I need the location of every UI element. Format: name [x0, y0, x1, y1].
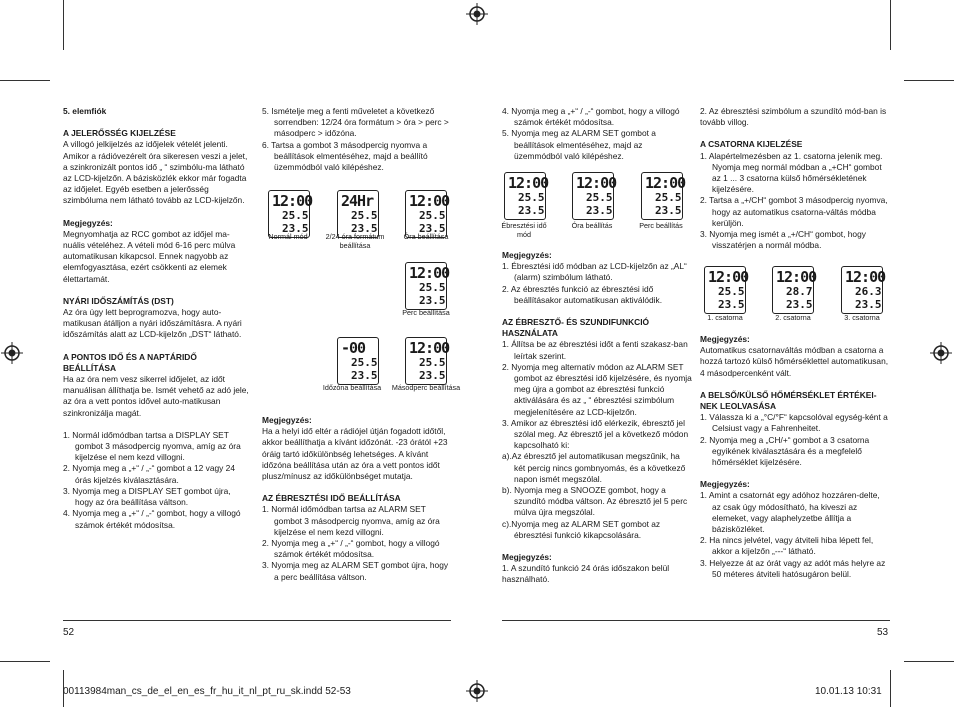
note-label: Megjegyzés:	[63, 217, 113, 228]
list-item: 3. Nyomja meg ismét a „+/CH“ gombot, hogy visszatérjen a normál módba.	[700, 229, 866, 251]
paragraph: Automatikus csatornaváltás módban a csatorna a hozzá tartozó külső hőmérséklettel automatikusan, 4 másodpercenként vált.	[700, 345, 889, 378]
lcd-temp: 23.5	[351, 369, 378, 382]
list-item: 1. Amint a csatornát egy adóhoz hozzáren-delte, az csak úgy módosítható, ha kiveszi az elemeket, vagy alaphelyzetbe állítja a bázisközléket.	[700, 490, 880, 535]
lcd-time: 12:00	[776, 268, 817, 286]
lcd-display	[704, 266, 749, 314]
heading-time-setting: A PONTOS IDŐ ÉS A NAPTÁRIDŐ BEÁLLÍTÁSA	[63, 351, 197, 373]
list-item: 2. Nyomja meg alternatív módon az ALARM SET gombot az ébresztési idő kijelzésére, és nyomja meg újra a gombot az ébresztési funkció aktiválására és az „ “ ébresztési szimbólum megjelenítésére az LCD-kijelzőn.	[502, 361, 692, 417]
figure-caption: Óra beállítása	[403, 232, 449, 241]
note-label: Megjegyzés:	[700, 334, 750, 344]
page-rule	[63, 620, 451, 621]
note-label: Megjegyzés:	[700, 479, 750, 490]
lcd-time: 12:00	[272, 192, 313, 210]
right-column-2	[700, 106, 890, 262]
heading-channel: A CSATORNA KIJELZÉSE	[700, 139, 803, 150]
paragraph: Ha a helyi idő eltér a rádiójel útján fogadott időtől, akkor beállíthatja a kívánt időzónát. -23 órától +23 óráig tartó időkülönbség lehetséges. A kívánt időzóna beállítása után az óra a vett pontos időt plusz/mínusz az időkülönbséget mutatja.	[262, 426, 448, 482]
heading-alarm-setting: AZ ÉBRESZTÉSI IDŐ BEÁLLÍTÁSA	[262, 493, 401, 504]
list-item: c).Nyomja meg az ALARM SET gombot az ébresztési funkció kikapcsolására.	[502, 518, 661, 540]
lcd-temp: 23.5	[419, 369, 446, 382]
lcd-temp: 25.5	[718, 285, 745, 298]
list-item: 6. Tartsa a gombot 3 másodpercig nyomva a beállítások elmentéséhez, majd a beállító üzemmódból való kilépéshez.	[262, 139, 428, 173]
lcd-time: 12:00	[645, 174, 686, 192]
registration-mark-icon	[466, 3, 488, 25]
figure-caption: Másodperc beállítása	[391, 383, 461, 392]
footer-filename: 00113984man_cs_de_el_en_es_fr_hu_it_nl_pt_ru_sk.indd 52-53	[63, 686, 351, 697]
lcd-time: 12:00	[409, 264, 450, 282]
lcd-temp: 23.5	[586, 204, 613, 217]
heading-alarm-snooze: AZ ÉBRESZTŐ- ÉS SZUNDIFUNKCIÓ HASZNÁLATA	[502, 317, 650, 339]
list-item: 2. Az ébresztés funkció az ébresztési idő beállításakor automatikusan aktiválódik.	[502, 283, 663, 305]
list-item: 2. Tartsa a „+/CH“ gombot 3 másodpercig nyomva, hogy az automatikus csatorna-váltás módba kerüljön.	[700, 195, 888, 228]
paragraph: 2. Az ébresztési szimbólum a szundító mód-ban is tovább villog.	[700, 106, 887, 128]
list-item: 2. Ha nincs jelvétel, vagy átviteli hiba lépett fel, akkor a kijelzőn „---“ látható.	[700, 535, 874, 557]
right-column-2-lower	[700, 334, 890, 591]
steps-list	[63, 430, 251, 531]
heading-dst: NYÁRI IDŐSZÁMÍTÁS (DST)	[63, 295, 174, 306]
lcd-temp: 23.5	[419, 222, 446, 235]
lcd-temp: 25.5	[586, 191, 613, 204]
lcd-time: 12:00	[508, 174, 549, 192]
lcd-time: 12:00	[409, 192, 450, 210]
list-item: 4. Nyomja meg a „+“ / „-“ gombot, hogy a villogó számok értékét módosítsa.	[63, 508, 241, 530]
crop-mark	[904, 661, 954, 662]
heading-temperature: A BELSŐ/KÜLSŐ HŐMÉRSÉKLET ÉRTÉKEI-NEK LEOLVASÁSA	[700, 389, 877, 412]
list-item: 1. Normál időmódban tartsa az ALARM SET gombot 3 másodpercig nyomva, amíg az óra kijelzése el nem kezd villogni.	[262, 504, 440, 537]
left-column-2-lower	[262, 415, 452, 594]
lcd-temp: 25.5	[351, 356, 378, 369]
steps-list	[700, 412, 890, 468]
lcd-display	[641, 172, 686, 220]
lcd-display	[572, 172, 617, 220]
page-number: 52	[63, 627, 75, 638]
paragraph: 1. A szundító funkció 24 órás időszakon belül használható.	[502, 563, 670, 585]
registration-mark-icon	[466, 680, 488, 702]
steps-list	[502, 106, 692, 162]
list-item: 5. Nyomja meg az ALARM SET gombot a beállítások elmentéséhez, majd az üzemmódból való kilépéshez.	[502, 128, 656, 161]
crop-mark	[0, 661, 50, 662]
lcd-time: 12:00	[409, 339, 450, 357]
list-item: 1. Alapértelmezésben az 1. csatorna jelenik meg. Nyomja meg normál módban a „+CH“ gombot az 1 ... 3 csatorna külső hőmérsékletének kijelzésére.	[700, 150, 883, 195]
list-item: 2. Nyomja meg a „CH/+“ gombot a 3 csatorna egyikének kiválasztására és a megfelelő hőmérséklet kijelzésére.	[700, 434, 870, 468]
lcd-display	[337, 190, 379, 238]
footer-date: 10.01.13 10:31	[815, 686, 882, 697]
registration-mark-icon	[1, 342, 23, 364]
figure-caption: Ébresztési idő mód	[501, 221, 547, 239]
list-item: 1. Normál időmódban tartsa a DISPLAY SET gombot 3 másodpercig nyomva, amíg az óra kijelzése el nem kezd villogni.	[63, 429, 241, 463]
steps-list	[262, 106, 452, 173]
lcd-temp: 26.3	[855, 285, 882, 298]
lcd-temp: 23.5	[786, 298, 813, 311]
crop-mark	[890, 0, 891, 50]
right-column-1-lower	[502, 250, 692, 597]
lcd-display	[337, 337, 379, 385]
lcd-temp: 23.5	[855, 298, 882, 311]
list-item: 3. Nyomja meg az ALARM SET gombot újra, hogy a perc beállítása váltson.	[262, 560, 449, 582]
lcd-temp: 23.5	[282, 222, 309, 235]
lcd-display	[504, 172, 549, 220]
lcd-time: 12:00	[845, 268, 886, 286]
lcd-format: 24Hr	[341, 192, 374, 210]
lcd-temp: 25.5	[655, 191, 682, 204]
list-item: 1. Állítsa be az ébresztési időt a fenti szakasz-ban leírtak szerint.	[502, 339, 688, 361]
crop-mark	[0, 80, 50, 81]
note-label: Megjegyzés:	[262, 415, 312, 425]
notes-list	[700, 490, 890, 580]
section-title: 5. elemfiók	[63, 106, 107, 116]
figure-caption: Időzóna beállítása	[322, 383, 382, 392]
lcd-temp: 25.5	[419, 281, 446, 294]
lcd-display	[268, 190, 313, 238]
registration-mark-icon	[930, 342, 952, 364]
lcd-display	[405, 337, 450, 385]
lcd-temp: 23.5	[518, 204, 545, 217]
list-item: 3. Amikor az ébresztési idő elérkezik, ébresztő jel szólal meg. Az ébresztő jel a következő módon kapcsolható ki:	[502, 417, 689, 451]
steps-list	[700, 151, 890, 252]
note-label: Megjegyzés:	[502, 250, 552, 260]
lcd-temp: 25.5	[282, 209, 309, 222]
paragraph: Ha az óra nem vesz sikerrel időjelet, az időt manuálisan állíthatja be. Ismét vehető az adó jele, az óra a vett pontos idővel auto-matikusan szinkronizálja magát.	[63, 374, 249, 418]
lcd-temp: 23.5	[419, 294, 446, 307]
lcd-temp: 25.5	[518, 191, 545, 204]
lcd-temp: 23.5	[655, 204, 682, 217]
lcd-temp: 25.5	[419, 209, 446, 222]
list-item: 2. Nyomja meg a „+“ / „-“ gombot a 12 vagy 24 órás kijelzés kiválasztására.	[63, 463, 235, 485]
crop-mark	[63, 0, 64, 50]
list-item: 5. Ismételje meg a fenti műveletet a következő sorrendben: 12/24 óra formátum > óra > perc > másodperc > időzóna.	[262, 106, 449, 139]
paragraph: Megnyomhatja az RCC gombot az időjel ma-nuális vételéhez. A vételi mód 6-16 perc múlva automatikusan kikapcsol. Ennek nagyobb az elemfogyasztása, ezért csökkenti az elemek élettartamát.	[63, 228, 236, 284]
lcd-temp: 23.5	[351, 222, 378, 235]
left-column-2	[262, 106, 452, 184]
figure-caption: 2. csatorna	[775, 313, 811, 322]
heading-signal: A JELERŐSSÉG KIJELZÉSE	[63, 128, 176, 139]
notes-list	[502, 261, 692, 306]
list-item: a).Az ébresztő jel automatikusan megszűnik, ha két percig nincs gombnyomás, és a következő napon ismét megszólal.	[502, 451, 686, 484]
steps-list	[502, 339, 692, 541]
lcd-temp: 25.5	[351, 209, 378, 222]
figure-caption: 2/24 óra formátum beállítása	[325, 232, 385, 250]
note-label: Megjegyzés:	[502, 552, 552, 563]
lcd-time: 12:00	[708, 268, 749, 286]
lcd-temp: 28.7	[786, 285, 813, 298]
page-number: 53	[877, 627, 889, 638]
lcd-display	[772, 266, 817, 314]
page-rule	[502, 620, 890, 621]
lcd-display	[405, 262, 450, 310]
list-item: 2. Nyomja meg a „+“ / „-“ gombot, hogy a villogó számok értékét módosítsa.	[262, 538, 440, 560]
list-item: 1. Válassza ki a „°C/°F“ kapcsolóval egység-ként a Celsiust vagy a Fahrenheitet.	[700, 412, 888, 434]
figure-caption: 1. csatorna	[707, 313, 743, 322]
crop-mark	[904, 80, 954, 81]
figure-caption: Perc beállítása	[402, 308, 450, 317]
lcd-temp: 25.5	[419, 356, 446, 369]
list-item: b). Nyomja meg a SNOOZE gombot, hogy a szundító módba váltson. Az ébresztő jel 5 perc múlva újra megszólal.	[502, 485, 688, 518]
list-item: 3. Helyezze át az órát vagy az adót más helyre az 50 méteres átviteli hatósugáron belül.	[700, 557, 886, 579]
figure-caption: 3. csatorna	[844, 313, 880, 322]
lcd-time: 12:00	[576, 174, 617, 192]
figure-caption: Óra beállítás	[571, 221, 613, 230]
figure-caption: Normál mód	[268, 232, 308, 241]
lcd-display	[405, 190, 450, 238]
lcd-temp: 23.5	[718, 298, 745, 311]
figure-caption: Perc beállítás	[639, 221, 683, 230]
paragraph: Az óra úgy lett beprogramozva, hogy auto-matikusan átálljon a nyári időszámításra. A nyári időszámítás alatt az LCD-kijelzőn „DST“ látható.	[63, 307, 242, 340]
list-item: 1. Ébresztési idő módban az LCD-kijelzőn az „AL“ (alarm) szimbólum látható.	[502, 261, 687, 283]
lcd-display	[841, 266, 886, 314]
crop-mark	[890, 670, 891, 707]
list-item: 3. Nyomja meg a DISPLAY SET gombot újra, hogy az óra beállítása váltson.	[63, 485, 231, 508]
paragraph: A villogó jelkijelzés az időjelek vételét jelenti. Amikor a rádióvezérelt óra sikeresen veszi a jelet, a szinkronizált pontos idő „ “ szimbólu-ma látható az LCD-kijelzőn. A bázisközlék ekkor már fogadta az időjelet. Egyéb esetben a jelerősség szimbóluma nem látható tovább az LCD-kijelzőn.	[63, 139, 248, 206]
steps-list	[262, 504, 452, 582]
lcd-timezone: -00	[341, 339, 366, 357]
right-column-1	[502, 106, 692, 173]
list-item: 4. Nyomja meg a „+“ / „-“ gombot, hogy a villogó számok értékét módosítsa.	[502, 106, 680, 128]
left-column-1	[63, 106, 251, 542]
